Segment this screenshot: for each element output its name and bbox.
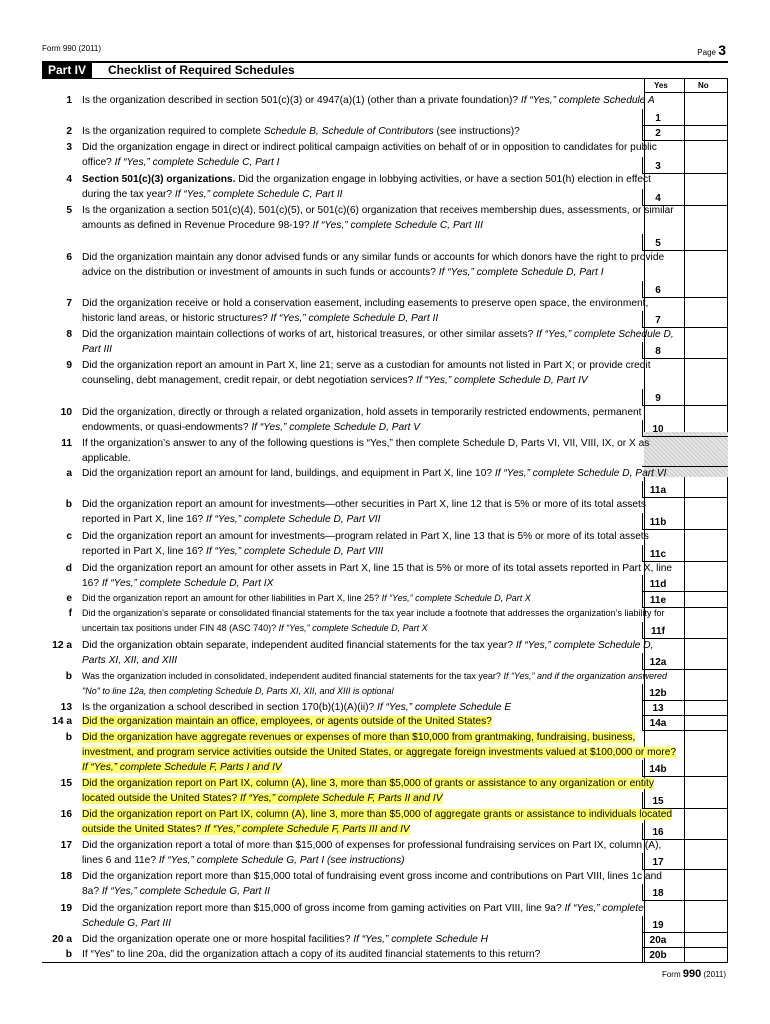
line-text: Did the organization report an amount for other liabilities in Part X, line 25? [82,593,382,603]
line-instruction: If “Yes,” complete Schedule H [353,934,489,945]
line-ref-box: 11b [649,517,667,528]
bottom-rule [42,962,728,963]
line-number: 7 [66,298,72,309]
line-text: Did the organization report a total of more than $15,000 of expenses for professional fundraising services on Part IX, column (A), lines 6 and 11e? [82,840,662,866]
no-answer-cell[interactable] [685,886,727,900]
line-instruction: If “Yes,” complete Schedule D, Part VII [206,514,381,525]
line-text: Did the organization report an amount for investments—other securities in Part X, line 12 that is 5% or more of its total assets reported in Part X, line 16? [82,499,646,525]
line-number: b [65,671,72,682]
line-number: d [65,563,72,574]
line-question [82,358,678,388]
line-20a [42,932,728,947]
line-instruction: If “Yes,” complete Schedule D, Part VIII [206,546,384,557]
yes-answer-cell[interactable] [645,391,684,405]
line-question [82,638,678,668]
line-20b [42,947,728,962]
line-number: 11 [61,438,72,449]
line-question [82,606,678,636]
line-question [82,327,678,357]
line-question [82,405,678,435]
line-instruction: If “Yes,” complete Schedule D, Part IX [101,578,274,589]
no-answer-cell[interactable] [685,701,727,715]
line-number: 1 [66,95,72,106]
ref-box-border [642,931,643,947]
yes-answer-cell[interactable] [645,762,684,776]
line-question [82,436,678,466]
line-ref-box: 14b [649,764,667,775]
line-number: 20 a [52,934,72,945]
line-question [82,901,678,931]
line-ref-box: 14a [649,718,667,729]
line-ref-box: 1 [655,113,661,124]
no-column-header: No [698,81,709,90]
line-number: c [66,531,72,542]
line-question [82,669,678,699]
yes-answer-cell[interactable] [645,855,684,869]
yes-answer-cell[interactable] [645,716,684,730]
line-instruction: If “Yes,” complete Schedule F, Parts I and IV [82,762,282,773]
line-ref-box: 18 [652,888,664,899]
line-ref-box: 11c [649,549,667,560]
yes-answer-cell[interactable] [645,701,684,715]
line-question [82,466,678,481]
no-answer-cell[interactable] [685,762,727,776]
no-answer-cell[interactable] [685,825,727,839]
line-question [82,591,678,606]
ref-box-border [642,714,643,730]
line-instruction: If “Yes,” complete Schedule C, Part II [174,189,343,200]
line-instruction: If “Yes,” complete Schedule D, Part IV [416,375,588,386]
line-14a [42,714,728,730]
ref-box-border [642,342,643,358]
line-text: Did the organization report an amount for land, buildings, and equipment in Part X, line 10? [82,468,495,479]
line-ref-box: 4 [655,193,661,204]
line-3 [42,140,728,173]
line-number: f [68,608,72,619]
yes-answer-cell[interactable] [645,111,684,125]
line-ref-box: 17 [652,857,664,868]
ref-box-border [642,234,643,250]
no-answer-cell[interactable] [685,624,727,638]
ref-box-border [642,653,643,669]
line-instruction: If “Yes,” complete Schedule D, Parts XI, XII, and XIII [82,640,654,666]
line-1 [42,93,728,125]
line-number: b [65,949,72,960]
line-instruction: If “Yes,” complete Schedule D, Part X [278,623,428,633]
line-number: 10 [60,407,72,418]
line-instruction: If “Yes,” complete Schedule D, Part X [381,593,531,603]
line-ref-box: 2 [655,128,661,139]
line-10 [42,405,728,436]
line-question [82,932,678,947]
no-answer-cell[interactable] [685,422,727,436]
line-instruction: If “Yes,” complete Schedule G, Part III [82,903,644,929]
line-number: 9 [66,360,72,371]
line-7 [42,296,728,327]
line-12b [42,669,728,700]
line-12a [42,638,728,669]
line-question [82,497,678,527]
line-text: Did the organization engage in lobbying activities, or have a section 501(h) election in effect during the tax year? [82,174,651,200]
line-text: Did the organization report on Part IX, column (A), line 3, more than $5,000 of aggregate grants or assistance to individuals located outside the United States? [82,809,673,835]
line-ref-box: 11d [649,579,667,590]
line-number: 4 [66,174,72,185]
ref-box-border [642,389,643,405]
line-question [82,700,678,715]
line-instruction: If “Yes,” and if the organization answered "No" to line 12a, then completing Schedule D, Parts XI, XII, and XIII is optional [82,671,668,696]
line-ref-box: 13 [652,703,664,714]
line-text: Is the organization a school described in section 170(b)(1)(A)(ii)? [82,702,378,713]
no-answer-cell[interactable] [685,283,727,297]
no-answer-cell[interactable] [685,794,727,808]
line-question [82,714,678,729]
line-question [82,869,678,899]
ref-box-border [642,420,643,436]
line-instruction: If “Yes,” complete Schedule C, Part III [312,220,483,231]
line-ref-box: 11e [649,595,667,606]
yes-column-header: Yes [654,81,668,90]
no-answer-cell[interactable] [685,716,727,730]
yes-answer-cell[interactable] [645,825,684,839]
ref-box-border [642,622,643,638]
line-number: 15 [60,778,72,789]
yes-answer-cell[interactable] [645,344,684,358]
line-text: Did the organization receive or hold a conservation easement, including easements to preserve open space, the environment, historic land areas, or historic structures? [82,298,649,324]
line-9 [42,358,728,405]
no-answer-cell[interactable] [685,918,727,932]
line-question [82,807,678,837]
yes-answer-cell[interactable] [645,313,684,327]
no-answer-cell[interactable] [685,547,727,561]
line-question [82,947,678,962]
line-text: Did the organization report an amount for other assets in Part X, line 15 that is 5% or more of its total assets reported in Part X, line 16? [82,563,673,589]
no-answer-cell[interactable] [685,344,727,358]
line-instruction: If “Yes,” complete Schedule A [520,95,655,106]
line-text: Did the organization operate one or more hospital facilities? [82,934,354,945]
line-text: Did the organization maintain collections of works of art, historical treasures, or other similar assets? [82,329,537,340]
line-ref-box: 5 [655,238,661,249]
line-number: 12 a [52,640,72,651]
line-2 [42,124,728,140]
line-ref-box: 7 [655,315,661,326]
line-text: If “Yes” to line 20a, did the organization attach a copy of its audited financial statements to this return? [82,949,541,960]
line-16 [42,807,728,839]
line-question [82,730,678,775]
no-answer-cell[interactable] [685,391,727,405]
ref-box-border [642,157,643,173]
line-question [82,172,678,202]
line-11f [42,606,728,638]
line-ref-box: 9 [655,393,661,404]
line-question [82,250,678,280]
page-number: Page 3 [697,42,726,58]
line-text: Did the organization report more than $15,000 of gross income from gaming activities on Part VIII, line 9a? [82,903,565,914]
line-question [82,124,678,139]
line-question [82,93,678,108]
line-question [82,776,678,806]
line-4 [42,172,728,205]
line-ref-box: 12b [649,688,667,699]
no-answer-cell[interactable] [685,483,727,497]
line-text: Did the organization have aggregate revenues or expenses of more than $10,000 from grantmaking, fundraising, business, investment, and program service activities outside the United States, or aggregate foreign investments valued at $100,000 or more? [82,732,677,758]
ref-box-border [642,853,643,869]
line-text: Was the organization included in consolidated, independent audited financial statements for the tax year? [82,671,504,681]
line-ref-box: 8 [655,346,661,357]
line-11b [42,497,728,529]
line-text: Did the organization maintain an office, employees, or agents outside of the United States? [82,716,492,727]
line-instruction: If “Yes,” complete Schedule G, Part II [101,886,270,897]
ref-box-border [642,699,643,715]
line-ref-box: 11f [651,626,665,637]
no-answer-cell[interactable] [685,948,727,962]
line-text: Did the organization’s separate or consolidated financial statements for the tax year include a footnote that addresses the organization’s liability for uncertain tax positions under FIN 48 (ASC 740)? [82,608,665,633]
ref-box-border [642,916,643,932]
line-question [82,529,678,559]
line-ref-box: 10 [652,424,664,435]
no-answer-cell[interactable] [685,236,727,250]
line-11c [42,529,728,561]
line-instruction: If “Yes,” complete Schedule D, Part II [270,313,439,324]
ref-box-border [642,281,643,297]
line-ref-box: 19 [652,920,664,931]
part-title: Checklist of Required Schedules [108,63,295,77]
line-11e [42,591,728,607]
line-number: 13 [60,702,72,713]
line-ref-box: 20b [649,950,667,961]
line-ref-box: 3 [655,161,661,172]
form-identifier: Form 990 (2011) [42,44,101,53]
line-13 [42,700,728,715]
yes-answer-cell[interactable] [645,655,684,669]
line-number: 18 [60,871,72,882]
line-instruction: If “Yes,” complete Schedule D, Part VI [494,468,667,479]
line-question [82,838,678,868]
line-ref-box: 20a [649,935,667,946]
ref-box-border [642,792,643,808]
ref-box-border [642,684,643,700]
ref-box-border [642,513,643,529]
yes-answer-cell[interactable] [645,515,684,529]
line-text: Is the organization required to complete [82,126,264,137]
line-15 [42,776,728,808]
ref-box-border [642,109,643,125]
no-answer-cell[interactable] [685,126,727,140]
no-answer-cell[interactable] [685,111,727,125]
yes-answer-cell[interactable] [645,933,684,947]
ref-box-border [642,884,643,900]
line-text: Did the organization report an amount for investments—program related in Part X, line 13 that is 5% or more of its total assets reported in Part X, line 16? [82,531,649,557]
yes-answer-cell[interactable] [645,918,684,932]
yes-answer-cell[interactable] [645,159,684,173]
ref-box-border [642,575,643,591]
yes-answer-cell[interactable] [645,624,684,638]
yes-answer-cell[interactable] [645,547,684,561]
yes-answer-cell[interactable] [645,126,684,140]
line-instruction: If “Yes,” complete Schedule D, Part V [251,422,421,433]
line-number: a [66,468,72,479]
line-question [82,140,678,170]
no-answer-cell[interactable] [685,577,727,591]
line-8 [42,327,728,358]
line-6 [42,250,728,297]
line-19 [42,901,728,932]
line-ref-box: 16 [652,827,664,838]
no-answer-cell[interactable] [685,159,727,173]
no-answer-cell[interactable] [685,593,727,607]
line-text: If the organization’s answer to any of the following questions is “Yes,” then complete Schedule D, Parts VI, VII, VIII, IX, or X as applicable. [82,438,650,464]
line-text: Did the organization obtain separate, independent audited financial statements for the tax year? [82,640,516,651]
ref-box-border [642,760,643,776]
no-answer-cell[interactable] [685,855,727,869]
line-text: Is the organization described in section 501(c)(3) or 4947(a)(1) (other than a private foundation)? [82,95,521,106]
line-number: 14 a [52,716,72,727]
no-answer-cell[interactable] [685,313,727,327]
line-5 [42,203,728,250]
line-11 [42,436,728,466]
line-instruction: If “Yes,” complete Schedule D, Part I [438,267,604,278]
line-text: Did the organization report more than $15,000 total of fundraising event gross income and contributions on Part VIII, lines 1c and 8a? [82,871,662,897]
line-text: Is the organization a section 501(c)(4), 501(c)(5), or 501(c)(6) organization that receives membership dues, assessments, or similar amounts as defined in Revenue Procedure 98-19? [82,205,674,231]
yes-answer-cell[interactable] [645,948,684,962]
line-11d [42,561,728,591]
line-text: Did the organization engage in direct or indirect political campaign activities on behalf of or in opposition to candidates for public office? [82,142,657,168]
line-ref-box: 12a [649,657,667,668]
line-number: b [65,499,72,510]
line-number: b [65,732,72,743]
ref-box-border [642,311,643,327]
line-number: 3 [66,142,72,153]
line-17 [42,838,728,869]
line-ref-box: 11a [649,485,667,496]
line-text: Did the organization, directly or through a related organization, hold assets in temporarily restricted endowments, permanent endowments, or quasi-endowments? [82,407,642,433]
line-question [82,296,678,326]
line-instruction: If “Yes,” complete Schedule C, Part I [114,157,280,168]
yes-answer-cell[interactable] [645,686,684,700]
line-instruction: If “Yes,” complete Schedule F, Parts III and IV [204,824,410,835]
line-text-tail: (see instructions)? [433,126,520,137]
line-number: 5 [66,205,72,216]
line-instruction: If “Yes,” complete Schedule E [377,702,512,713]
line-ref-box: 15 [652,796,664,807]
line-14b [42,730,728,776]
line-instruction: Schedule B, Schedule of Contributors [263,126,434,137]
yes-answer-cell[interactable] [645,422,684,436]
yes-answer-cell[interactable] [645,577,684,591]
yes-answer-cell[interactable] [645,886,684,900]
title-rule [42,78,728,79]
no-answer-cell[interactable] [685,515,727,529]
no-answer-cell[interactable] [685,933,727,947]
part-label: Part IV [42,62,92,78]
line-number: e [66,593,72,604]
line-number: 8 [66,329,72,340]
ref-box-border [642,124,643,140]
yes-answer-cell[interactable] [645,593,684,607]
line-instruction: If “Yes,” complete Schedule G, Part I (see instructions) [158,855,405,866]
ref-box-border [642,481,643,497]
yes-answer-cell[interactable] [645,283,684,297]
line-number: 6 [66,252,72,263]
ref-box-border [642,946,643,962]
yes-answer-cell[interactable] [645,236,684,250]
line-11a [42,466,728,497]
line-number: 2 [66,126,72,137]
ref-box-border [642,545,643,561]
no-answer-cell[interactable] [685,655,727,669]
line-18 [42,869,728,900]
form-footer: Form 990 (2011) [661,968,726,980]
line-number: 16 [60,809,72,820]
line-question [82,561,678,591]
line-text: Did the organization report an amount in Part X, line 21; serve as a custodian for amounts not listed in Part X; or provide credit counseling, debt management, credit repair, or debt negotiation services? [82,360,651,386]
ref-box-border [642,823,643,839]
line-instruction: If “Yes,” complete Schedule D, Part III [82,329,674,355]
yes-answer-cell[interactable] [645,483,684,497]
line-question [82,203,678,233]
line-heading: Section 501(c)(3) organizations. [82,174,236,185]
no-answer-cell[interactable] [685,686,727,700]
yes-answer-cell[interactable] [645,794,684,808]
ref-box-border [642,591,643,607]
line-number: 17 [60,840,72,851]
line-instruction: If “Yes,” complete Schedule F, Parts II and IV [240,793,443,804]
line-text: Did the organization report on Part IX, column (A), line 3, more than $5,000 of grants or assistance to any organization or entity located outside the United States? [82,778,654,804]
line-ref-box: 6 [655,285,661,296]
line-text: Did the organization maintain any donor advised funds or any similar funds or accounts for which donors have the right to provide advice on the distribution or investment of amounts in such funds or accounts? [82,252,665,278]
line-number: 19 [60,903,72,914]
